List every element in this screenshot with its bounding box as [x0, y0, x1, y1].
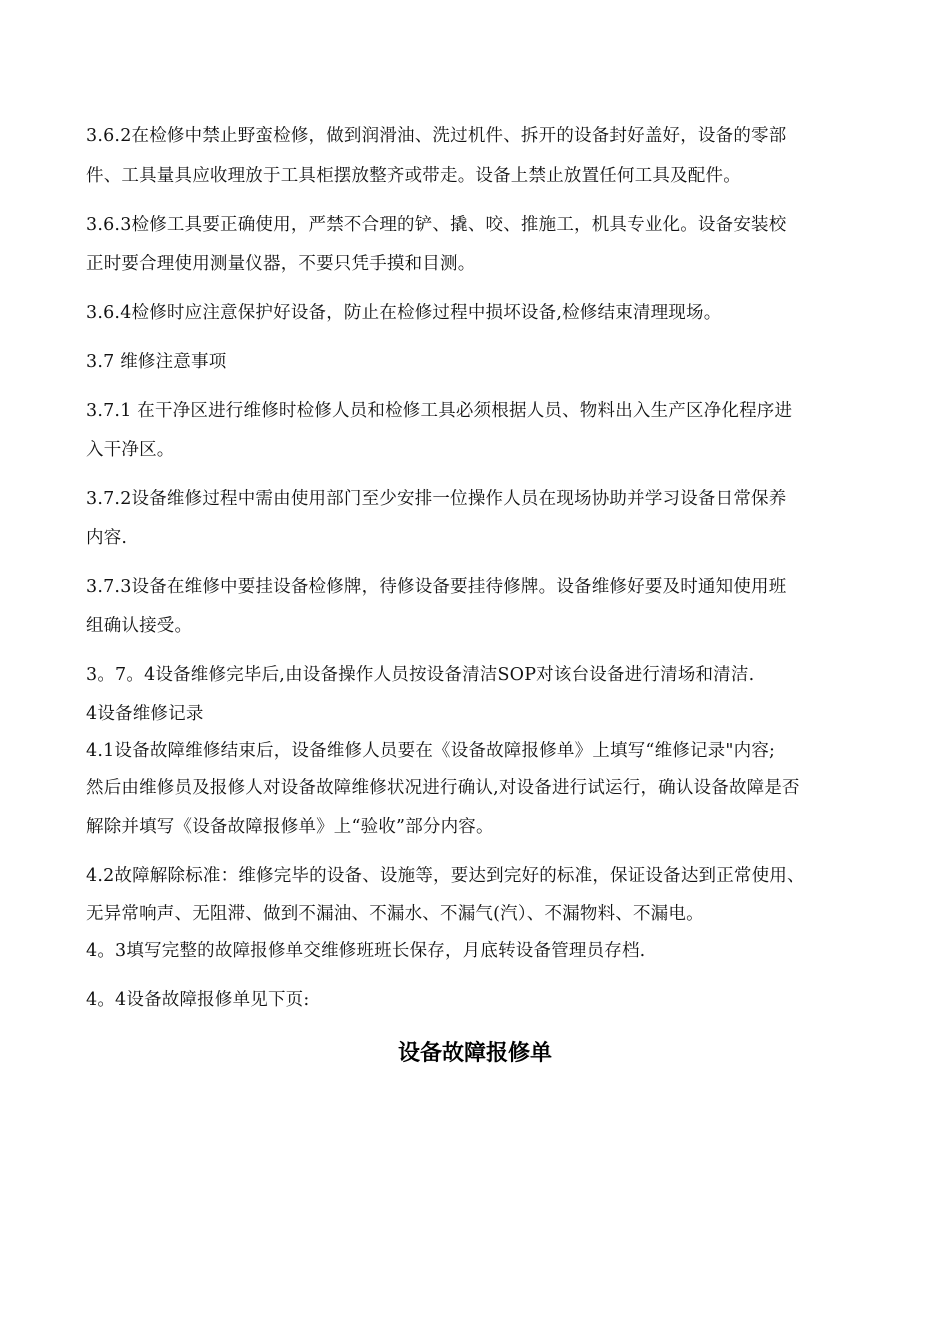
- paragraph-line: 3.7.3设备在维修中要挂设备检修牌，待修设备要挂待修牌。设备维修好要及时通知使用班: [86, 577, 787, 597]
- paragraph-line: 4.1设备故障维修结束后，设备维修人员要在《设备故障报修单》上填写“维修记录"内容;: [86, 741, 776, 761]
- paragraph-line: 4.2故障解除标准：维修完毕的设备、设施等，要达到完好的标准，保证设备达到正常使用、: [86, 866, 805, 886]
- paragraph-line: 3.6.2在检修中禁止野蛮检修，做到润滑油、洗过机件、拆开的设备封好盖好，设备的零部: [86, 126, 787, 146]
- section-heading: 3.7 维修注意事项: [86, 352, 227, 372]
- paragraph-line: 3.7.1 在干净区进行维修时检修人员和检修工具必须根据人员、物料出入生产区净化程序进: [86, 401, 793, 421]
- paragraph-line: 然后由维修员及报修人对设备故障维修状况进行确认,对设备进行试运行，确认设备故障是否: [86, 778, 800, 798]
- paragraph-line: 无异常响声、无阻滞、做到不漏油、不漏水、不漏气(汽）、不漏物料、不漏电。: [86, 904, 704, 924]
- paragraph-line: 正时要合理使用测量仪器，不要只凭手摸和目测。: [86, 254, 476, 274]
- paragraph-line: 3.7.2设备维修过程中需由使用部门至少安排一位操作人员在现场协助并学习设备日常保养: [86, 489, 787, 509]
- paragraph-line: 入干净区。: [86, 440, 175, 460]
- paragraph-line: 解除并填写《设备故障报修单》上“验收”部分内容。: [86, 817, 494, 837]
- paragraph-line: 4。4设备故障报修单见下页:: [86, 990, 310, 1010]
- paragraph-line: 3。7。4设备维修完毕后,由设备操作人员按设备清洁SOP对该台设备进行清场和清洁.: [86, 665, 755, 685]
- paragraph-line: 组确认接受。: [86, 616, 193, 636]
- form-title: 设备故障报修单: [397, 1041, 552, 1066]
- paragraph-line: 3.6.4检修时应注意保护好设备，防止在检修过程中损坏设备,检修结束清理现场。: [86, 303, 722, 323]
- paragraph-line: 内容.: [86, 528, 128, 548]
- paragraph-line: 3.6.3检修工具要正确使用，严禁不合理的铲、撬、咬、推施工，机具专业化。设备安装校: [86, 215, 787, 235]
- paragraph-line: 4。3填写完整的故障报修单交维修班班长保存，月底转设备管理员存档.: [86, 941, 646, 961]
- section-heading: 4设备维修记录: [86, 704, 204, 724]
- paragraph-line: 件、工具量具应收理放于工具柜摆放整齐或带走。设备上禁止放置任何工具及配件。: [86, 166, 741, 186]
